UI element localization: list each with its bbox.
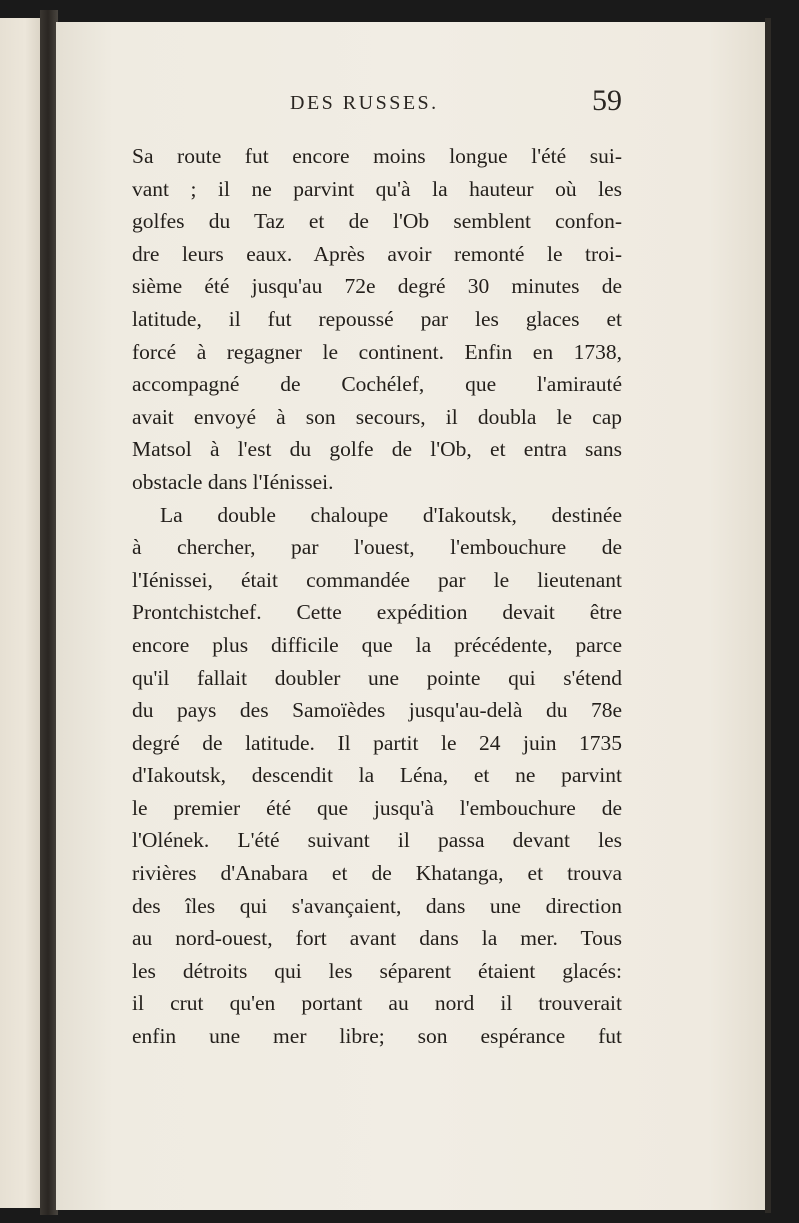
text-line: les détroits qui les séparent étaient glacés: <box>132 958 622 983</box>
text-line: enfin une mer libre; son espérance fut <box>132 1024 622 1049</box>
text-line: des îles qui s'avançaient, dans une direction <box>132 893 622 918</box>
paragraph <box>132 499 622 1053</box>
text-line: sième été jusqu'au 72e degré 30 minutes de <box>132 274 622 299</box>
text-line: accompagné de Cochélef, que l'amirauté <box>132 372 622 397</box>
text-line: rivières d'Anabara et de Khatanga, et trouva <box>132 861 622 886</box>
text-line: l'Olének. L'été suivant il passa devant les <box>132 828 622 853</box>
text-line: Prontchistchef. Cette expédition devait être <box>132 600 622 625</box>
text-line: Matsol à l'est du golfe de l'Ob, et entra sans <box>132 437 622 462</box>
text-line: qu'il fallait doubler une pointe qui s'étend <box>132 665 622 690</box>
text-line: le premier été que jusqu'à l'embouchure de <box>132 795 622 820</box>
text-line: à chercher, par l'ouest, l'embouchure de <box>132 535 622 560</box>
running-head: DES RUSSES. <box>290 92 439 114</box>
text-line: dre leurs eaux. Après avoir remonté le troi- <box>132 241 622 266</box>
text-line: il crut qu'en portant au nord il trouverait <box>132 991 622 1016</box>
text-line: degré de latitude. Il partit le 24 juin 1735 <box>132 730 622 755</box>
facing-page-edge <box>0 18 42 1208</box>
text-line: avait envoyé à son secours, il doubla le cap <box>132 404 622 429</box>
text-line: latitude, il fut repoussé par les glaces et <box>132 306 622 331</box>
text-line: du pays des Samoïèdes jusqu'au-delà du 78e <box>132 698 622 723</box>
text-line: La double chaloupe d'Iakoutsk, destinée <box>160 502 622 527</box>
text-line: obstacle dans l'Iénissei. <box>132 469 334 494</box>
text-line: encore plus difficile que la précédente, parce <box>132 632 622 657</box>
text-line: forcé à regagner le continent. Enfin en 1738, <box>132 339 622 364</box>
text-line: Sa route fut encore moins longue l'été sui- <box>132 144 622 168</box>
page-edge-shadow <box>765 18 771 1213</box>
body-text <box>132 140 622 1053</box>
text-line: vant ; il ne parvint qu'à la hauteur où les <box>132 176 622 201</box>
text-line: golfes du Taz et de l'Ob semblent confon- <box>132 209 622 234</box>
text-line: au nord-ouest, fort avant dans la mer. Tous <box>132 926 622 951</box>
page-number: 59 <box>592 84 622 117</box>
text-line: d'Iakoutsk, descendit la Léna, et ne parvint <box>132 763 622 788</box>
text-line: l'Iénissei, était commandée par le lieutenant <box>132 567 622 592</box>
paragraph <box>132 140 622 499</box>
